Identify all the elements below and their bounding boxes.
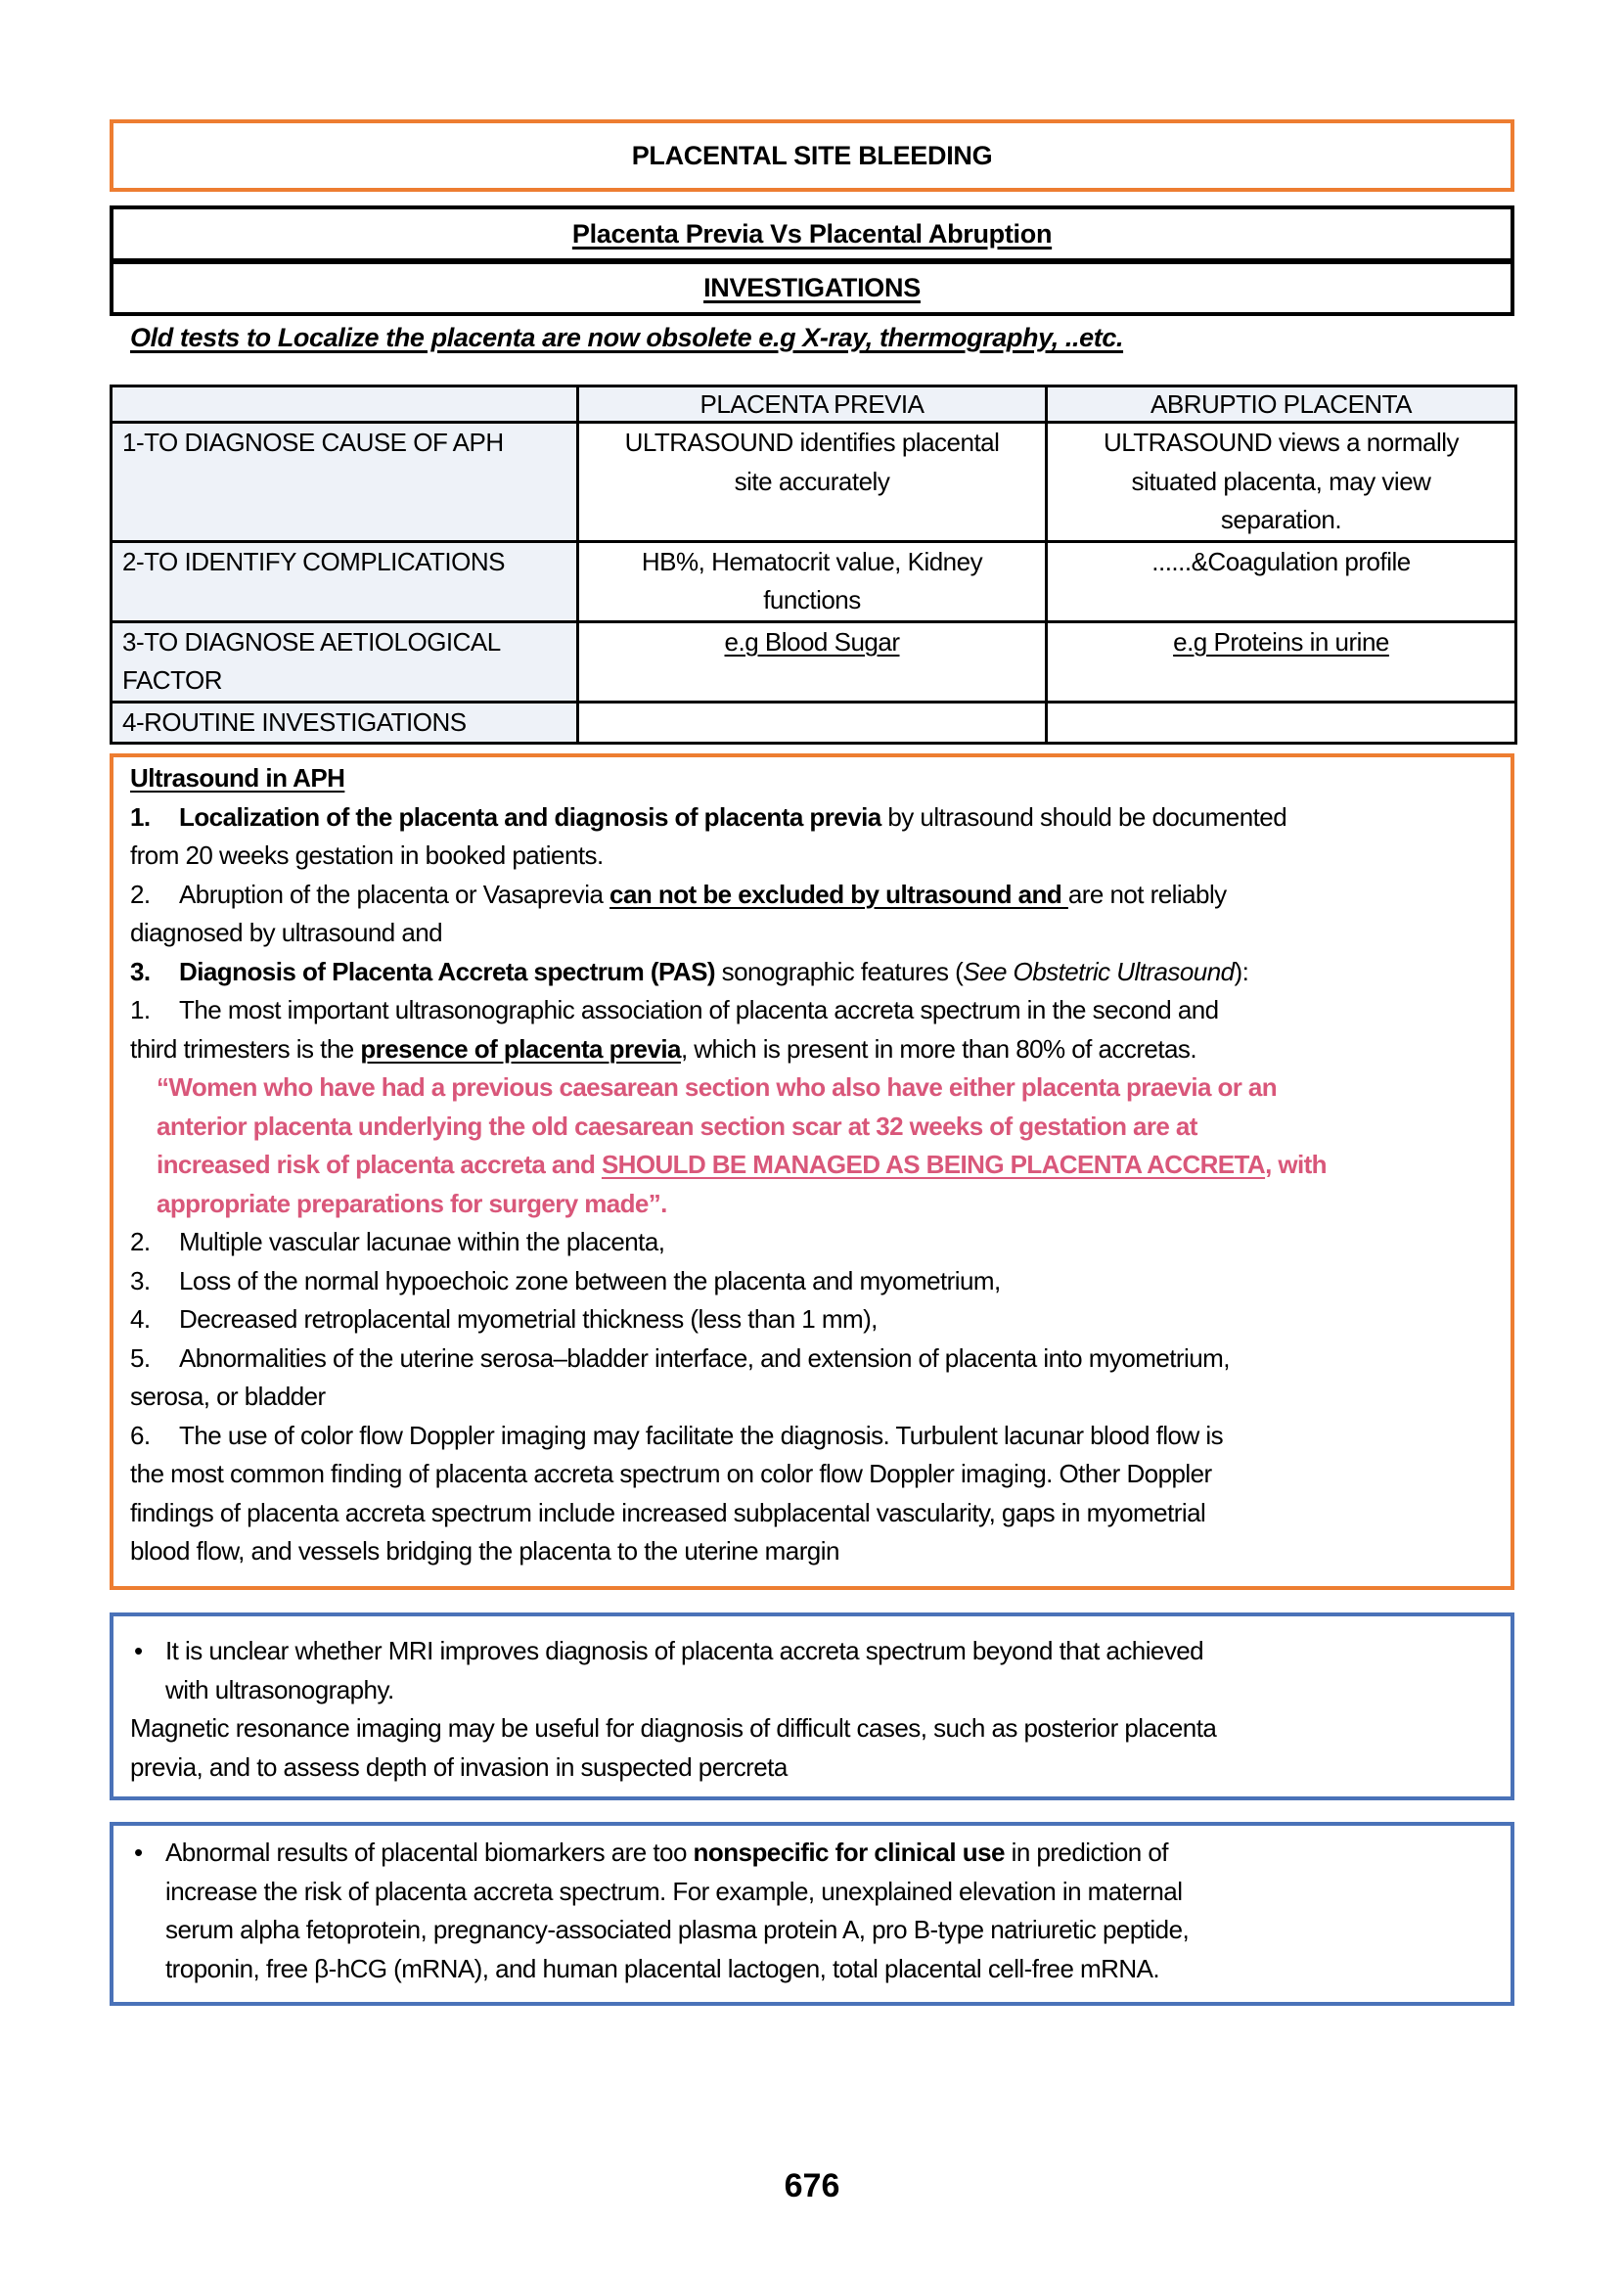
page-title: PLACENTAL SITE BLEEDING <box>631 140 993 170</box>
feature-item <box>130 991 1327 1030</box>
row-label <box>112 702 578 744</box>
ultrasound-content <box>130 759 1327 1571</box>
bullet-continuation: troponin, free β-hCG (mRNA), and human placental lactogen, total placental cell-free mRNA. <box>165 1953 1160 1983</box>
item-text: Multiple vascular lacunae within the placenta, <box>179 1227 665 1256</box>
item-emphasis: presence of placenta previa <box>360 1033 681 1064</box>
cell-line: ULTRASOUND views a normally <box>1103 428 1460 457</box>
bullet-continuation: increase the risk of placenta accreta spectrum. For example, unexplained elevation in maternal <box>165 1876 1183 1906</box>
item-text: The most important ultrasonographic association of placenta accreta spectrum in the second and <box>179 995 1219 1024</box>
item-text: Abruption of the placenta or Vasaprevia <box>179 879 610 909</box>
previa-cell <box>578 621 1047 702</box>
item-text: The use of color flow Doppler imaging may facilitate the diagnosis. Turbulent lacunar blood flow is <box>179 1420 1224 1450</box>
quote-line: appropriate preparations for surgery made”. <box>157 1188 667 1218</box>
bullet-text: Abnormal results of placental biomarkers are too <box>165 1838 694 1867</box>
page-number: 676 <box>784 2167 840 2204</box>
row-label <box>112 541 578 621</box>
table-row <box>112 423 1516 542</box>
item-number: 3. <box>130 1265 151 1295</box>
item-text: by ultrasound should be documented <box>880 801 1287 832</box>
quote-line: anterior placenta underlying the old caesarean section scar at 32 weeks of gestation are at <box>157 1111 1197 1141</box>
previa-cell <box>578 423 1047 542</box>
row-label-line: 2-TO IDENTIFY COMPLICATIONS <box>122 546 505 576</box>
paragraph-line: previa, and to assess depth of invasion in suspected percreta <box>130 1751 788 1782</box>
item-text: Loss of the normal hypoechoic zone between the placenta and myometrium, <box>179 1265 1001 1295</box>
section-heading: INVESTIGATIONS <box>703 273 921 302</box>
paragraph-line: Magnetic resonance imaging may be useful for diagnosis of difficult cases, such as posterior placenta <box>130 1713 1217 1743</box>
table-header-row <box>112 386 1516 423</box>
bullet-continuation: serum alpha fetoprotein, pregnancy-associated plasma protein A, pro B-type natriuretic peptide, <box>165 1915 1190 1944</box>
obsolete-note: Old tests to Localize the placenta are now obsolete e.g X-ray, thermography, ..etc. <box>130 323 1124 352</box>
item-text: third trimesters is the <box>130 1033 361 1064</box>
quote-emphasis: SHOULD BE MANAGED AS BEING PLACENTA ACCRETA <box>601 1150 1266 1179</box>
cell-line: site accurately <box>734 466 890 496</box>
item-number: 4. <box>130 1304 151 1334</box>
row-label <box>112 621 578 702</box>
quote-line <box>157 1146 1327 1185</box>
item-number: 1. <box>130 995 151 1024</box>
item-emphasis: can not be excluded by ultrasound and <box>609 879 1068 909</box>
previa-cell <box>578 541 1047 621</box>
bullet-icon: • <box>134 1636 143 1665</box>
title-box <box>110 119 1514 192</box>
bullet-icon: • <box>134 1838 143 1867</box>
bullet-emphasis: nonspecific for clinical use <box>693 1838 1005 1867</box>
previa-cell <box>578 702 1047 744</box>
item-reference: See Obstetric Ultrasound <box>963 956 1235 986</box>
item-continuation: diagnosed by ultrasound and <box>130 918 443 947</box>
abruptio-cell <box>1047 541 1516 621</box>
abruptio-cell <box>1047 702 1516 744</box>
item-continuation: serosa, or bladder <box>130 1382 326 1411</box>
row-label-line: FACTOR <box>122 665 222 695</box>
row-label-line: 4-ROUTINE INVESTIGATIONS <box>122 706 467 737</box>
cell-line: HB%, Hematocrit value, Kidney <box>641 546 983 576</box>
quote-line: “Women who have had a previous caesarean section who also have either placenta praevia or an <box>157 1072 1278 1102</box>
item-number: 3. <box>130 956 151 986</box>
item-continuation <box>130 1030 1327 1069</box>
cell-line: situated placenta, may view <box>1131 466 1431 496</box>
item-number: 2. <box>130 1227 151 1256</box>
cell-line: e.g Proteins in urine <box>1173 626 1389 657</box>
table-header-previa: PLACENTA PREVIA <box>578 386 1047 423</box>
table-header-abruptio: ABRUPTIO PLACENTA <box>1047 386 1516 423</box>
item-bold-text: Diagnosis of Placenta Accreta spectrum (PAS) <box>179 956 715 986</box>
section-box <box>110 258 1514 316</box>
list-item <box>130 876 1327 915</box>
ultrasound-heading: Ultrasound in APH <box>130 763 345 793</box>
investigations-table <box>110 385 1517 745</box>
cell-line: e.g Blood Sugar <box>724 626 900 657</box>
subtitle: Placenta Previa Vs Placental Abruption <box>571 218 1053 249</box>
bullet-continuation: with ultrasonography. <box>165 1674 394 1704</box>
item-number: 6. <box>130 1420 151 1450</box>
abruptio-cell <box>1047 423 1516 542</box>
bullet-text: in prediction of <box>1004 1838 1168 1867</box>
item-text: Decreased retroplacental myometrial thickness (less than 1 mm), <box>179 1304 878 1334</box>
cell-line: functions <box>763 585 861 614</box>
mri-content <box>130 1632 1216 1787</box>
item-text: are not reliably <box>1067 879 1227 909</box>
row-label-line: 3-TO DIAGNOSE AETIOLOGICAL <box>122 626 501 657</box>
table-row <box>112 541 1516 621</box>
item-continuation: the most common finding of placenta accreta spectrum on color flow Doppler imaging. Other Doppler <box>130 1459 1212 1488</box>
guideline-quote <box>130 1068 1327 1223</box>
item-text: , which is present in more than 80% of accretas. <box>680 1033 1197 1064</box>
item-text: Abnormalities of the uterine serosa–bladder interface, and extension of placenta into myometrium, <box>179 1342 1230 1373</box>
item-bold-text: Localization of the placenta and diagnosis of placenta previa <box>179 801 881 832</box>
item-continuation: blood flow, and vessels bridging the placenta to the uterine margin <box>130 1536 839 1566</box>
list-item <box>130 798 1327 838</box>
cell-line: ......&Coagulation profile <box>1151 546 1411 576</box>
quote-text: , with <box>1265 1150 1327 1179</box>
item-continuation: from 20 weeks gestation in booked patients. <box>130 840 604 870</box>
item-number: 5. <box>130 1342 151 1373</box>
subtitle-box <box>110 205 1514 262</box>
abruptio-cell <box>1047 621 1516 702</box>
table-header-empty <box>112 386 578 423</box>
biomarker-content <box>130 1834 1189 1988</box>
quote-text: increased risk of placenta accreta and <box>157 1150 602 1179</box>
item-text: ): <box>1234 956 1249 986</box>
feature-item <box>130 1223 1327 1262</box>
cell-line: separation. <box>1220 505 1342 534</box>
list-item <box>130 953 1327 992</box>
row-label <box>112 423 578 542</box>
item-number: 1. <box>130 801 151 832</box>
item-continuation: findings of placenta accreta spectrum include increased subplacental vascularity, gaps in myometrial <box>130 1497 1206 1527</box>
bullet-item <box>130 1632 1216 1671</box>
bullet-text: It is unclear whether MRI improves diagnosis of placenta accreta spectrum beyond that achieved <box>165 1636 1204 1665</box>
feature-item <box>130 1300 1327 1339</box>
item-text: sonographic features ( <box>714 956 964 986</box>
feature-item <box>130 1262 1327 1301</box>
table-row <box>112 621 1516 702</box>
cell-line: ULTRASOUND identifies placental <box>624 428 1000 457</box>
feature-item <box>130 1339 1327 1379</box>
table-row <box>112 702 1516 744</box>
item-number: 2. <box>130 879 151 909</box>
row-label-line: 1-TO DIAGNOSE CAUSE OF APH <box>122 428 504 457</box>
bullet-item <box>130 1834 1189 1873</box>
feature-item <box>130 1417 1327 1456</box>
